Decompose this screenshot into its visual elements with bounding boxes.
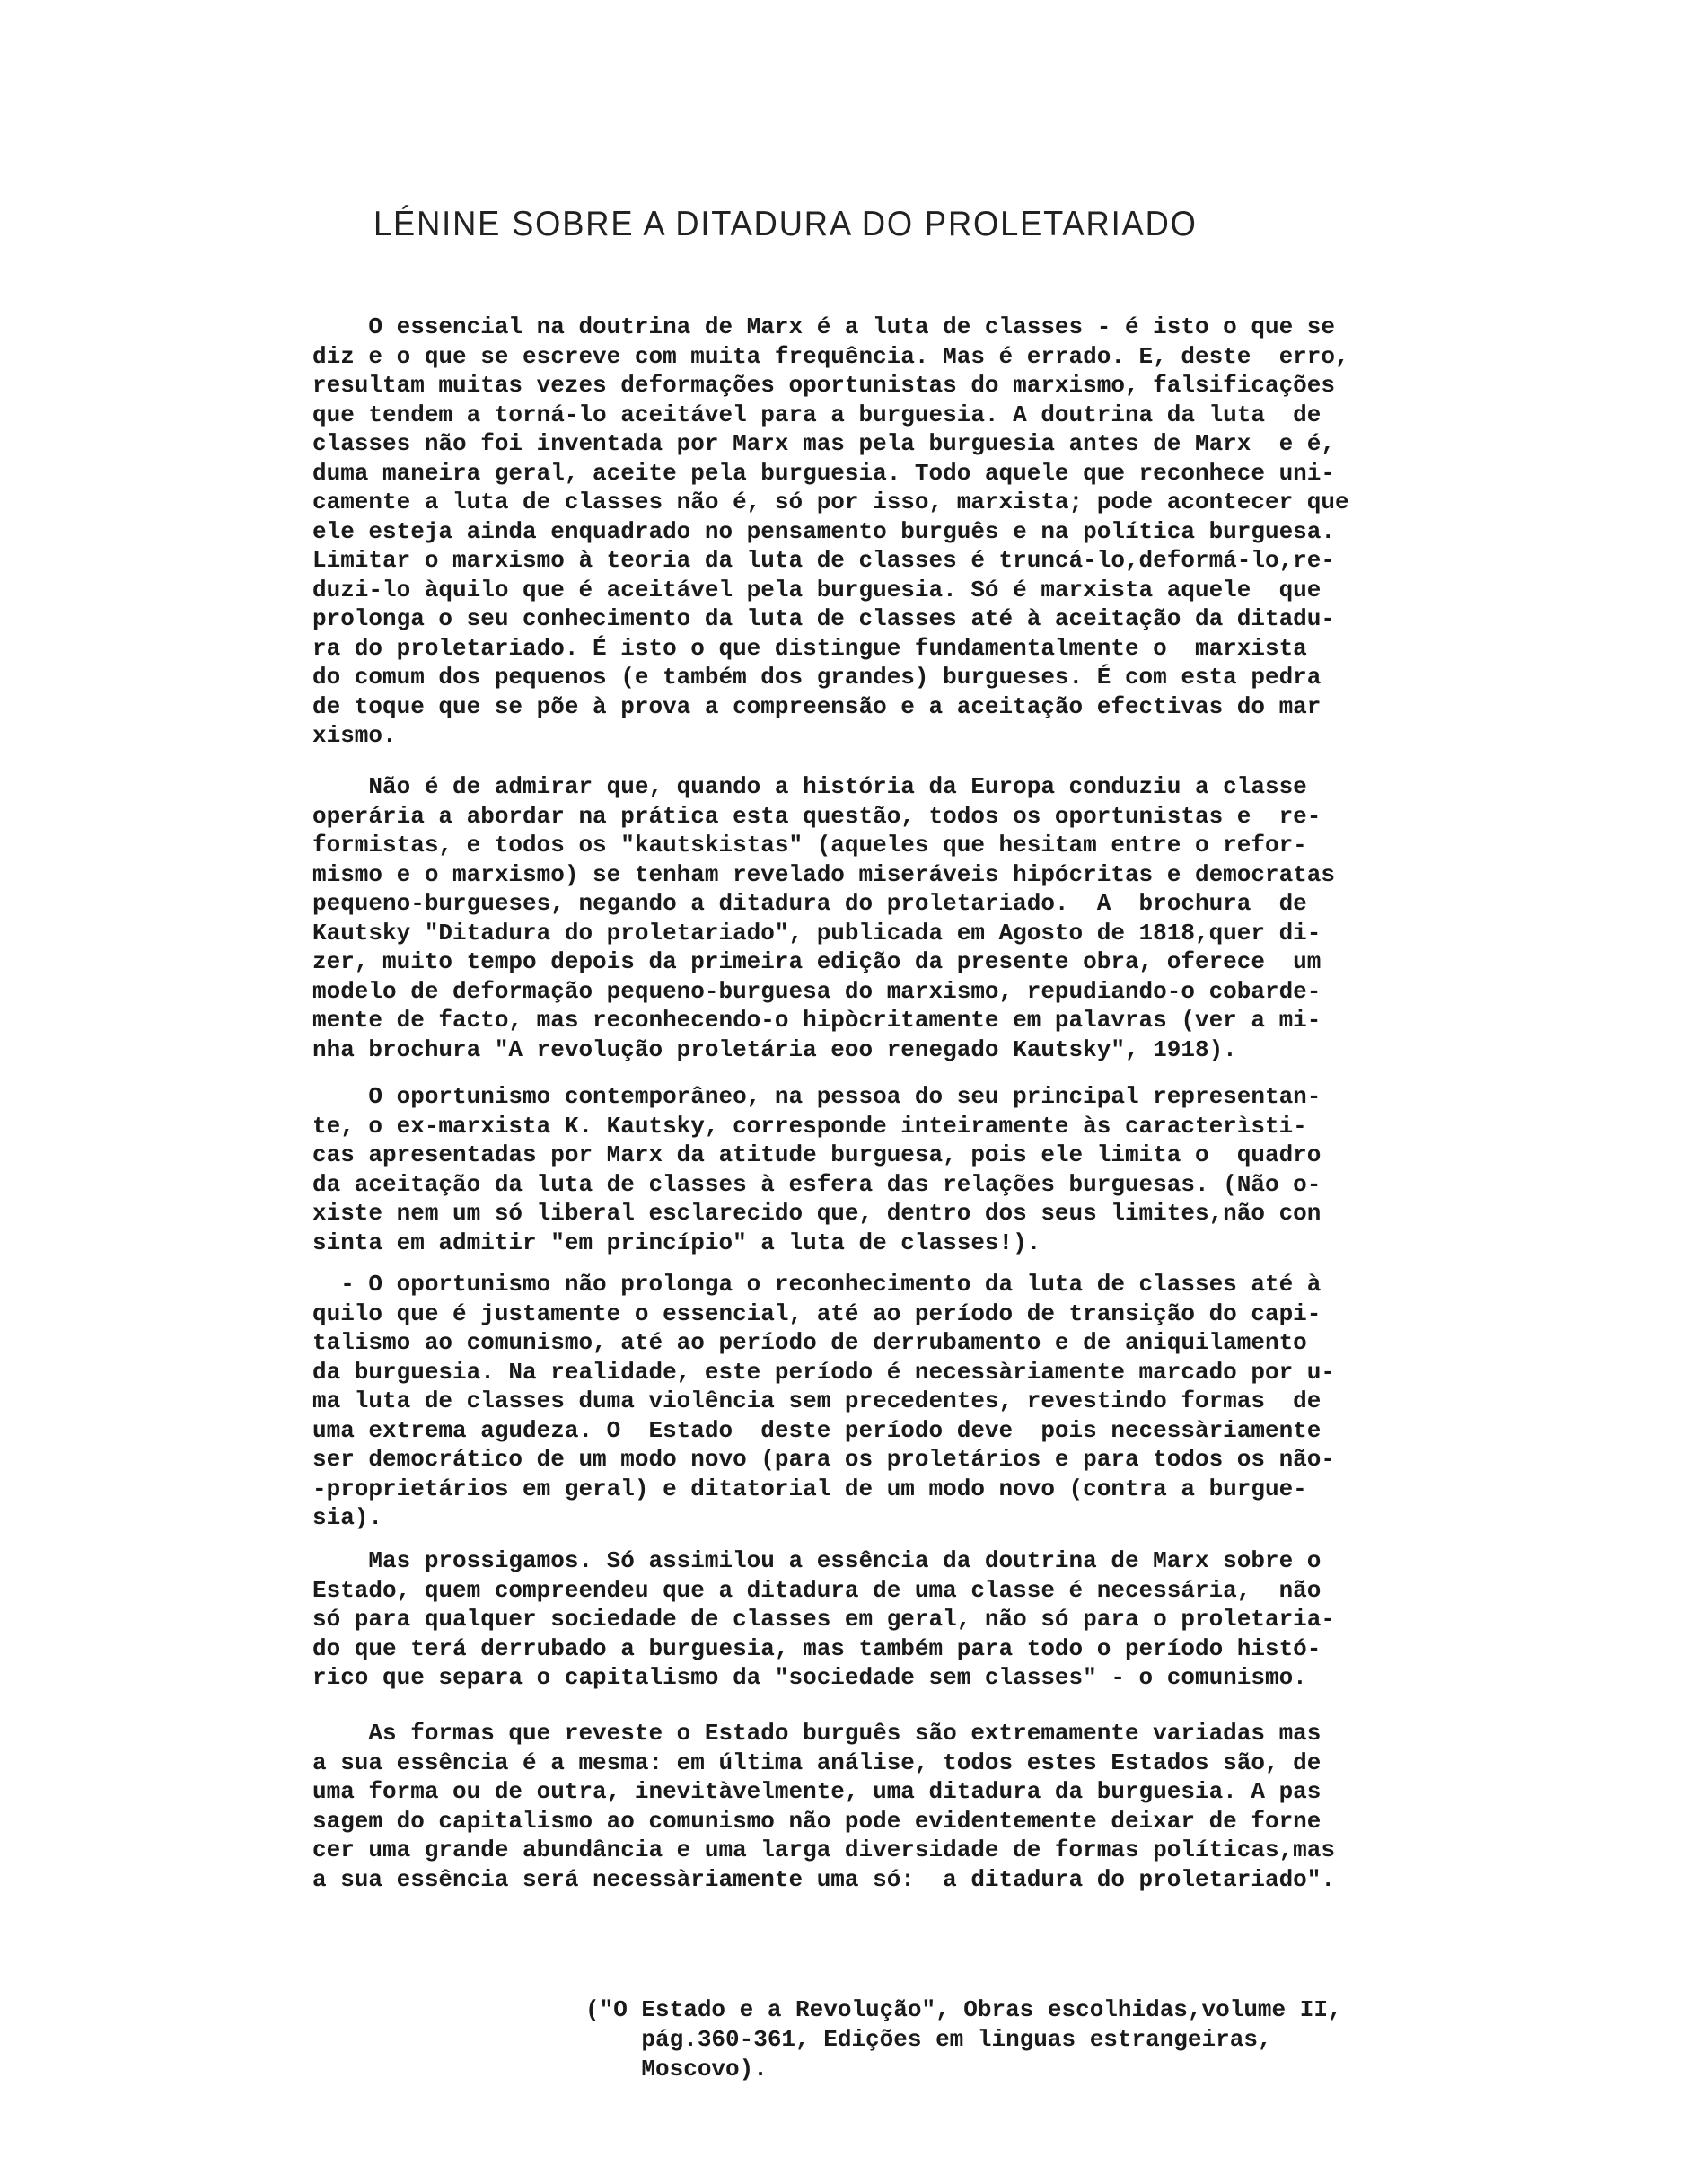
text-line: talismo ao comunismo, até ao período de derrubamento e de aniquilamento (312, 1329, 1307, 1356)
text-line: sia). (312, 1504, 383, 1531)
citation-line: pág.360-361, Edições em linguas estrangeiras, (585, 2026, 1272, 2053)
text-line: Mas prossigamos. Só assimilou a essência da doutrina de Marx sobre o (312, 1547, 1322, 1574)
text-line: sagem do capitalismo ao comunismo não pode evidentemente deixar de forne (312, 1807, 1322, 1835)
text-line: do que terá derrubado a burguesia, mas também para todo o período histó- (312, 1634, 1322, 1662)
text-line: da aceitação da luta de classes à esfera das relações burguesas. (Não o- (312, 1170, 1322, 1198)
paragraph-5 (312, 1546, 1383, 1693)
text-line: Limitar o marxismo à teoria da luta de classes é truncá-lo,deformá-lo,re- (312, 547, 1335, 574)
text-line: te, o ex-marxista K. Kautsky, corresponde inteiramente às caracterìsti- (312, 1112, 1307, 1140)
text-line: xiste nem um só liberal esclarecido que, dentro dos seus limites,não con (312, 1200, 1322, 1227)
text-line: modelo de deformação pequeno-burguesa do marxismo, repudiando-o cobarde- (312, 977, 1322, 1005)
text-line: só para qualquer sociedade de classes em geral, não só para o proletaria- (312, 1606, 1335, 1633)
text-line: xismo. (312, 722, 397, 749)
text-line: de toque que se põe à prova a compreensão e a aceitação efectivas do mar (312, 692, 1322, 720)
text-line: ra do proletariado. É isto o que distingue fundamentalmente o marxista (312, 634, 1307, 662)
text-line: cer uma grande abundância e uma larga diversidade de formas políticas,mas (312, 1836, 1335, 1863)
text-line: rico que separa o capitalismo da "sociedade sem classes" - o comunismo. (312, 1664, 1307, 1691)
text-line: operária a abordar na prática esta questão, todos os oportunistas e re- (312, 802, 1322, 830)
text-line: O oportunismo contemporâneo, na pessoa do seu principal representan- (312, 1083, 1322, 1110)
text-line: da burguesia. Na realidade, este período é necessàriamente marcado por u- (312, 1358, 1335, 1386)
text-line: formistas, e todos os "kautskistas" (aqueles que hesitam entre o refor- (312, 832, 1307, 859)
text-line: uma forma ou de outra, inevitàvelmente, uma ditadura da burguesia. A pas (312, 1778, 1322, 1805)
text-line: - O oportunismo não prolonga o reconhecimento da luta de classes até à (312, 1271, 1322, 1298)
citation-line: Moscovo). (585, 2056, 768, 2083)
citation (585, 1995, 1655, 2084)
text-line: cas apresentadas por Marx da atitude burguesa, pois ele limita o quadro (312, 1141, 1322, 1168)
paragraph-4 (312, 1270, 1383, 1533)
text-line: pequeno-burgueses, negando a ditadura do proletariado. A brochura de (312, 890, 1307, 917)
page-title: LÉNINE SOBRE A DITADURA DO PROLETARIADO (373, 205, 1198, 243)
text-line: nha brochura "A revolução proletária eoo renegado Kautsky", 1918). (312, 1035, 1237, 1063)
text-line: ele esteja ainda enquadrado no pensamento burguês e na política burguesa. (312, 517, 1335, 545)
text-line: mente de facto, mas reconhecendo-o hipòcritamente em palavras (ver a mi- (312, 1007, 1322, 1034)
text-line: As formas que reveste o Estado burguês são extremamente variadas mas (312, 1720, 1322, 1747)
text-line: duzi-lo àquilo que é aceitável pela burguesia. Só é marxista aquele que (312, 576, 1322, 603)
text-line: prolonga o seu conhecimento da luta de classes até à aceitação da ditadu- (312, 605, 1335, 632)
text-line: -proprietários em geral) e ditatorial de um modo novo (contra a burgue- (312, 1475, 1307, 1502)
paragraph-2 (312, 772, 1383, 1064)
text-line: camente a luta de classes não é, só por isso, marxista; pode acontecer que (312, 489, 1349, 515)
text-line: O essencial na doutrina de Marx é a luta de classes - é isto o que se (312, 313, 1335, 340)
text-line: Não é de admirar que, quando a história da Europa conduziu a classe (312, 773, 1307, 800)
text-line: zer, muito tempo depois da primeira edição da presente obra, oferece um (312, 948, 1322, 975)
text-line: Kautsky "Ditadura do proletariado", publicada em Agosto de 1818,quer di- (312, 919, 1322, 947)
text-line: ma luta de classes duma violência sem precedentes, revestindo formas de (312, 1387, 1322, 1414)
paragraph-1 (312, 313, 1383, 751)
text-line: diz e o que se escreve com muita frequência. Mas é errado. E, deste erro, (312, 342, 1349, 370)
text-line: a sua essência será necessàriamente uma só: a ditadura do proletariado". (312, 1865, 1335, 1893)
text-line: quilo que é justamente o essencial, até ao período de transição do capi- (312, 1299, 1322, 1327)
text-line: sinta em admitir "em princípio" a luta de classes!). (312, 1228, 1041, 1256)
paragraph-3 (312, 1082, 1383, 1257)
text-line: ser democrático de um modo novo (para os proletários e para todos os não- (312, 1446, 1335, 1473)
text-line: do comum dos pequenos (e também dos grandes) burgueses. É com esta pedra (312, 664, 1322, 691)
citation-line: ("O Estado e a Revolução", Obras escolhidas,volume II, (585, 1996, 1342, 2023)
text-line: classes não foi inventada por Marx mas pela burguesia antes de Marx e é, (312, 430, 1335, 457)
text-line: resultam muitas vezes deformações oportunistas do marxismo, falsificações (312, 372, 1335, 399)
paragraph-6 (312, 1719, 1383, 1894)
text-line: duma maneira geral, aceite pela burguesia. Todo aquele que reconhece uni- (312, 459, 1335, 487)
text-line: que tendem a torná-lo aceitável para a burguesia. A doutrina da luta de (312, 401, 1322, 428)
text-line: uma extrema agudeza. O Estado deste período deve pois necessàriamente (312, 1416, 1322, 1444)
text-line: a sua essência é a mesma: em última análise, todos estes Estados são, de (312, 1748, 1322, 1776)
text-line: Estado, quem compreendeu que a ditadura de uma classe é necessária, não (312, 1576, 1322, 1604)
text-line: mismo e o marxismo) se tenham revelado miseráveis hipócritas e democratas (312, 860, 1335, 888)
